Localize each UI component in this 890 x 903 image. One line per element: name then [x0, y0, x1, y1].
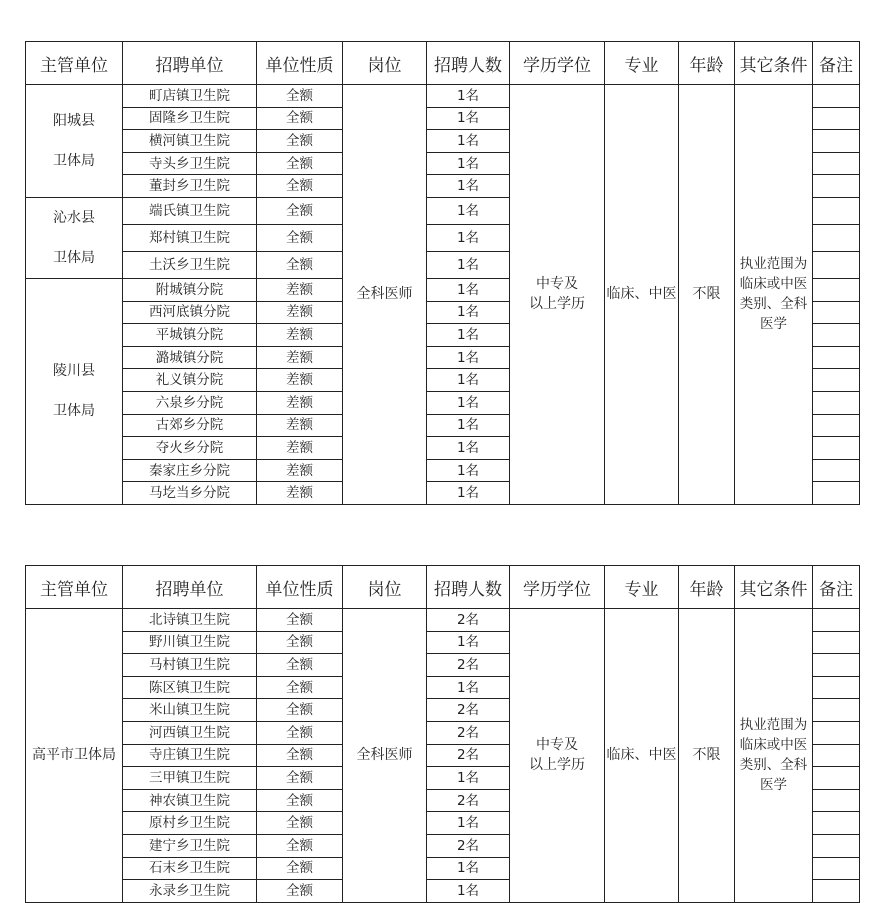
unit-cell: 土沃乡卫生院: [123, 251, 257, 278]
other-line4: 医学: [760, 777, 787, 794]
header-unit: 招聘单位: [123, 42, 257, 85]
note-cell: [813, 152, 860, 175]
type-cell: 全额: [257, 175, 343, 198]
header-type: 单位性质: [257, 566, 343, 609]
education-line2: 以上学历: [529, 296, 585, 313]
header-education: 学历学位: [510, 42, 605, 85]
count-cell: 1名: [427, 346, 510, 369]
header-note: 备注: [813, 566, 860, 609]
unit-cell: 夺火乡分院: [123, 437, 257, 460]
position-cell: 全科医师: [343, 609, 427, 903]
note-cell: [813, 369, 860, 392]
unit-cell: 陈区镇卫生院: [123, 676, 257, 699]
note-cell: [813, 834, 860, 857]
unit-cell: 河西镇卫生院: [123, 721, 257, 744]
type-cell: 全额: [257, 85, 343, 108]
note-cell: [813, 857, 860, 880]
count-cell: 1名: [427, 197, 510, 224]
unit-cell: 北诗镇卫生院: [123, 609, 257, 632]
count-cell: 1名: [427, 278, 510, 301]
type-cell: 差额: [257, 324, 343, 347]
age-cell: 不限: [679, 609, 735, 903]
unit-cell: 古郊乡分院: [123, 414, 257, 437]
note-cell: [813, 324, 860, 347]
note-cell: [813, 676, 860, 699]
unit-cell: 礼义镇分院: [123, 369, 257, 392]
note-cell: [813, 437, 860, 460]
age-cell: 不限: [679, 85, 735, 505]
unit-cell: 马圪当乡分院: [123, 482, 257, 505]
unit-cell: 秦家庄乡分院: [123, 459, 257, 482]
count-cell: 1名: [427, 175, 510, 198]
type-cell: 差额: [257, 301, 343, 324]
note-cell: [813, 346, 860, 369]
count-cell: 1名: [427, 152, 510, 175]
unit-cell: 石末乡卫生院: [123, 857, 257, 880]
type-cell: 全额: [257, 676, 343, 699]
note-cell: [813, 721, 860, 744]
type-cell: 全额: [257, 251, 343, 278]
note-cell: [813, 301, 860, 324]
type-cell: 差额: [257, 278, 343, 301]
recruitment-table-2: [25, 565, 860, 903]
unit-cell: 寺头乡卫生院: [123, 152, 257, 175]
note-cell: [813, 459, 860, 482]
unit-cell: 六泉乡分院: [123, 391, 257, 414]
count-cell: 1名: [427, 857, 510, 880]
count-cell: 2名: [427, 654, 510, 677]
type-cell: 全额: [257, 224, 343, 251]
header-major: 专业: [605, 42, 679, 85]
note-cell: [813, 107, 860, 130]
header-other: 其它条件: [735, 566, 813, 609]
count-cell: 1名: [427, 767, 510, 790]
count-cell: 1名: [427, 301, 510, 324]
count-cell: 2名: [427, 609, 510, 632]
unit-cell: 固隆乡卫生院: [123, 107, 257, 130]
type-cell: 全额: [257, 197, 343, 224]
dept-cell: [26, 278, 123, 504]
type-cell: 全额: [257, 609, 343, 632]
unit-cell: 董封乡卫生院: [123, 175, 257, 198]
type-cell: 全额: [257, 834, 343, 857]
table-row: [26, 85, 860, 108]
count-cell: 1名: [427, 224, 510, 251]
header-age: 年龄: [679, 566, 735, 609]
header-other: 其它条件: [735, 42, 813, 85]
type-cell: 全额: [257, 880, 343, 903]
count-cell: 1名: [427, 414, 510, 437]
dept-name: 高平市卫体局: [32, 747, 116, 764]
count-cell: 2名: [427, 699, 510, 722]
unit-cell: 附城镇分院: [123, 278, 257, 301]
note-cell: [813, 391, 860, 414]
count-cell: 1名: [427, 880, 510, 903]
header-row: [26, 42, 860, 85]
note-cell: [813, 767, 860, 790]
recruitment-table-1: [25, 41, 860, 505]
type-cell: 全额: [257, 654, 343, 677]
unit-cell: 端氏镇卫生院: [123, 197, 257, 224]
header-type: 单位性质: [257, 42, 343, 85]
type-cell: 差额: [257, 369, 343, 392]
count-cell: 2名: [427, 834, 510, 857]
count-cell: 2名: [427, 721, 510, 744]
count-cell: 2名: [427, 744, 510, 767]
dept-name-line2: 卫体局: [53, 152, 95, 169]
count-cell: 1名: [427, 812, 510, 835]
note-cell: [813, 699, 860, 722]
other-line3: 类别、全科: [739, 757, 808, 774]
header-dept: 主管单位: [26, 566, 123, 609]
count-cell: 1名: [427, 391, 510, 414]
unit-cell: 野川镇卫生院: [123, 631, 257, 654]
header-position: 岗位: [343, 42, 427, 85]
unit-cell: 郑村镇卫生院: [123, 224, 257, 251]
note-cell: [813, 631, 860, 654]
note-cell: [813, 880, 860, 903]
note-cell: [813, 224, 860, 251]
count-cell: 1名: [427, 251, 510, 278]
other-cell: [735, 85, 813, 505]
type-cell: 全额: [257, 857, 343, 880]
note-cell: [813, 654, 860, 677]
count-cell: 1名: [427, 676, 510, 699]
type-cell: 全额: [257, 721, 343, 744]
header-note: 备注: [813, 42, 860, 85]
other-line1: 执业范围为: [739, 717, 808, 734]
unit-cell: 建宁乡卫生院: [123, 834, 257, 857]
type-cell: 差额: [257, 391, 343, 414]
note-cell: [813, 812, 860, 835]
count-cell: 2名: [427, 789, 510, 812]
count-cell: 1名: [427, 482, 510, 505]
type-cell: 差额: [257, 437, 343, 460]
count-cell: 1名: [427, 324, 510, 347]
type-cell: 全额: [257, 152, 343, 175]
unit-cell: 寺庄镇卫生院: [123, 744, 257, 767]
dept-name-line1: 陵川县: [53, 363, 95, 380]
other-line3: 类别、全科: [739, 296, 808, 313]
header-dept: 主管单位: [26, 42, 123, 85]
unit-cell: 横河镇卫生院: [123, 130, 257, 153]
type-cell: 全额: [257, 631, 343, 654]
type-cell: 全额: [257, 130, 343, 153]
type-cell: 全额: [257, 767, 343, 790]
education-line1: 中专及: [536, 276, 578, 293]
count-cell: 1名: [427, 130, 510, 153]
education-cell: [510, 609, 605, 903]
dept-name-line2: 卫体局: [53, 249, 95, 266]
count-cell: 1名: [427, 369, 510, 392]
unit-cell: 三甲镇卫生院: [123, 767, 257, 790]
unit-cell: 马村镇卫生院: [123, 654, 257, 677]
other-line2: 临床或中医: [739, 276, 808, 293]
unit-cell: 平城镇分院: [123, 324, 257, 347]
header-count: 招聘人数: [427, 566, 510, 609]
header-age: 年龄: [679, 42, 735, 85]
note-cell: [813, 197, 860, 224]
type-cell: 全额: [257, 789, 343, 812]
position-cell: 全科医师: [343, 85, 427, 505]
note-cell: [813, 251, 860, 278]
count-cell: 1名: [427, 459, 510, 482]
count-cell: 1名: [427, 631, 510, 654]
header-major: 专业: [605, 566, 679, 609]
unit-cell: 神农镇卫生院: [123, 789, 257, 812]
note-cell: [813, 175, 860, 198]
other-cell: [735, 609, 813, 903]
unit-cell: 潞城镇分院: [123, 346, 257, 369]
unit-cell: 永录乡卫生院: [123, 880, 257, 903]
note-cell: [813, 278, 860, 301]
dept-name-line2: 卫体局: [53, 403, 95, 420]
type-cell: 差额: [257, 459, 343, 482]
type-cell: 差额: [257, 414, 343, 437]
dept-cell: [26, 197, 123, 278]
note-cell: [813, 130, 860, 153]
type-cell: 全额: [257, 812, 343, 835]
other-line2: 临床或中医: [739, 737, 808, 754]
dept-name-line1: 沁水县: [53, 209, 95, 226]
major-cell: 临床、中医: [605, 85, 679, 505]
unit-cell: 原村乡卫生院: [123, 812, 257, 835]
type-cell: 全额: [257, 744, 343, 767]
note-cell: [813, 744, 860, 767]
education-line1: 中专及: [536, 737, 578, 754]
dept-name-line1: 阳城县: [53, 112, 95, 129]
count-cell: 1名: [427, 437, 510, 460]
other-line1: 执业范围为: [739, 256, 808, 273]
header-unit: 招聘单位: [123, 566, 257, 609]
unit-cell: 町店镇卫生院: [123, 85, 257, 108]
education-line2: 以上学历: [529, 757, 585, 774]
dept-cell: [26, 85, 123, 198]
header-row: [26, 566, 860, 609]
header-count: 招聘人数: [427, 42, 510, 85]
unit-cell: 米山镇卫生院: [123, 699, 257, 722]
count-cell: 1名: [427, 107, 510, 130]
header-position: 岗位: [343, 566, 427, 609]
note-cell: [813, 85, 860, 108]
count-cell: 1名: [427, 85, 510, 108]
table-row: [26, 609, 860, 632]
header-education: 学历学位: [510, 566, 605, 609]
type-cell: 差额: [257, 346, 343, 369]
note-cell: [813, 414, 860, 437]
major-cell: 临床、中医: [605, 609, 679, 903]
note-cell: [813, 482, 860, 505]
note-cell: [813, 789, 860, 812]
type-cell: 全额: [257, 107, 343, 130]
dept-cell: [26, 609, 123, 903]
note-cell: [813, 609, 860, 632]
other-line4: 医学: [760, 316, 787, 333]
type-cell: 差额: [257, 482, 343, 505]
type-cell: 全额: [257, 699, 343, 722]
unit-cell: 西河底镇分院: [123, 301, 257, 324]
education-cell: [510, 85, 605, 505]
